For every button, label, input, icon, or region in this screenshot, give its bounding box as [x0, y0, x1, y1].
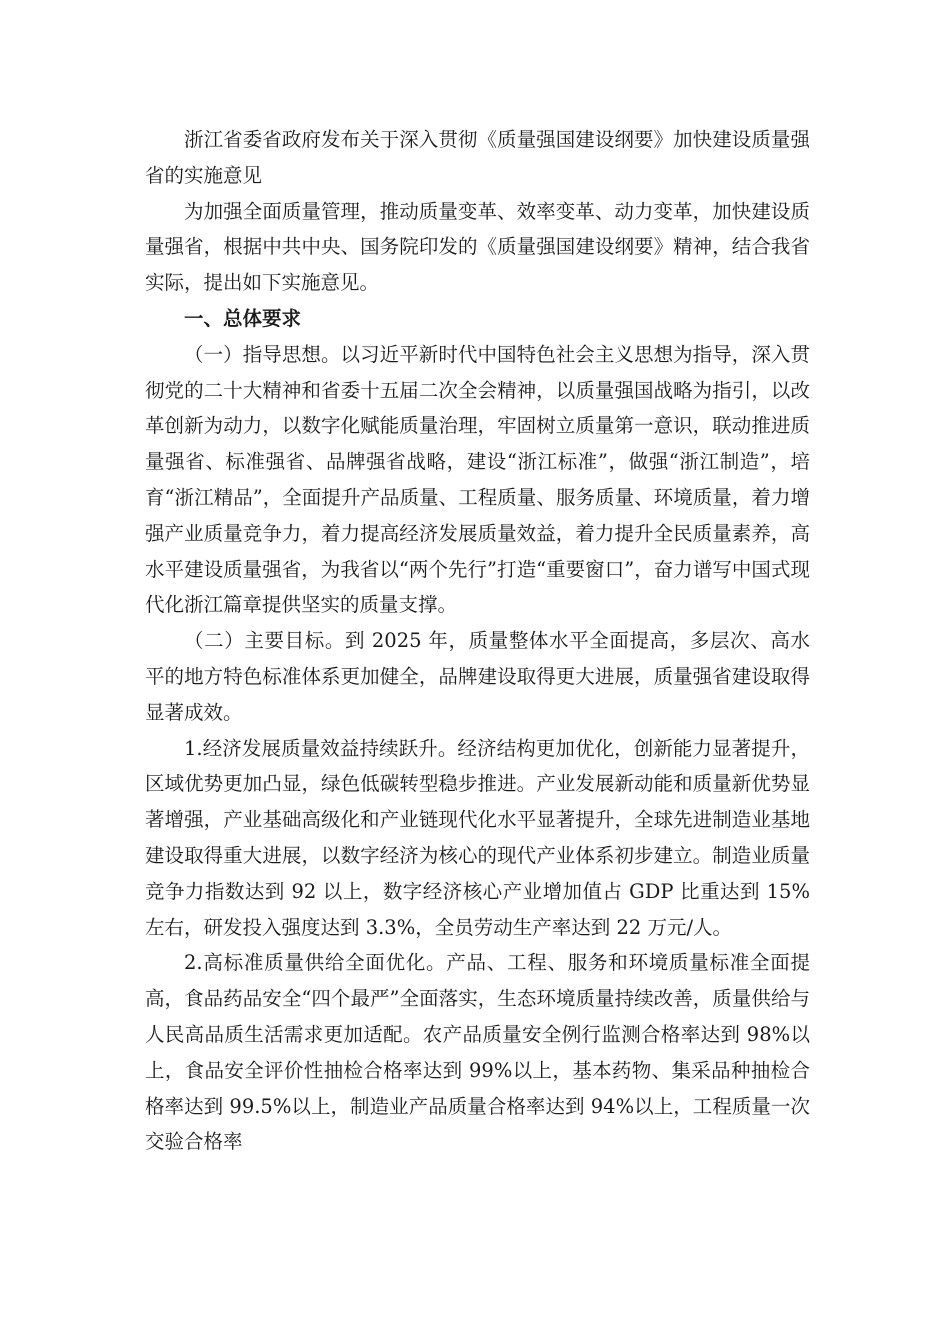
paragraph-goal-1: 1.经济发展质量效益持续跃升。经济结构更加优化，创新能力显著提升，区域优势更加凸显，绿色低碳转型稳步推进。产业发展新动能和质量新优势显著增强，产业基础高级化和产业链现代化水平显著提升，全球先进制造业基地建设取得重大进展，以数字经济为核心的现代产业体系初步建立。制造业质量竞争力指数达到 92 以上，数字经济核心产业增加值占 GDP 比重达到 15%左右，研发投入强度达到 3.3%，全员劳动生产率达到 22 万元/人。: [145, 736, 810, 939]
document-body: [145, 122, 810, 1160]
section-heading-general-requirements: 一、总体要求: [184, 306, 302, 330]
paragraph-main-goals: （二）主要目标。到 2025 年，质量整体水平全面提高，多层次、高水平的地方特色标准体系更加健全，品牌建设取得更大进展，质量强省建设取得显著成效。: [145, 629, 810, 724]
paragraph-goal-2: 2.高标准质量供给全面优化。产品、工程、服务和环境质量标准全面提高，食品药品安全“四个最严”全面落实，生态环境质量持续改善，质量供给与人民高品质生活需求更加适配。农产品质量安全例行监测合格率达到 98%以上，食品安全评价性抽检合格率达到 99%以上，基本药物、集采品种抽检合格率达到 99.5%以上，制造业产品质量合格率达到 94%以上，工程质量一次交验合格率: [145, 951, 810, 1154]
document-title: 浙江省委省政府发布关于深入贯彻《质量强国建设纲要》加快建设质量强省的实施意见: [145, 128, 810, 187]
intro-paragraph: 为加强全面质量管理，推动质量变革、效率变革、动力变革，加快建设质量强省，根据中共中央、国务院印发的《质量强国建设纲要》精神，结合我省实际，提出如下实施意见。: [145, 199, 810, 295]
paragraph-guiding-thought: （一）指导思想。以习近平新时代中国特色社会主义思想为指导，深入贯彻党的二十大精神和省委十五届二次全会精神，以质量强国战略为指引，以改革创新为动力，以数字化赋能质量治理，牢固树立质量第一意识，联动推进质量强省、标准强省、品牌强省战略，建设“浙江标准”，做强“浙江制造”，培育“浙江精品”，全面提升产品质量、工程质量、服务质量、环境质量，着力增强产业质量竞争力，着力提高经济发展质量效益，着力提升全民质量素养，高水平建设质量强省，为我省以“两个先行”打造“重要窗口”，奋力谱写中国式现代化浙江篇章提供坚实的质量支撑。: [145, 342, 810, 617]
